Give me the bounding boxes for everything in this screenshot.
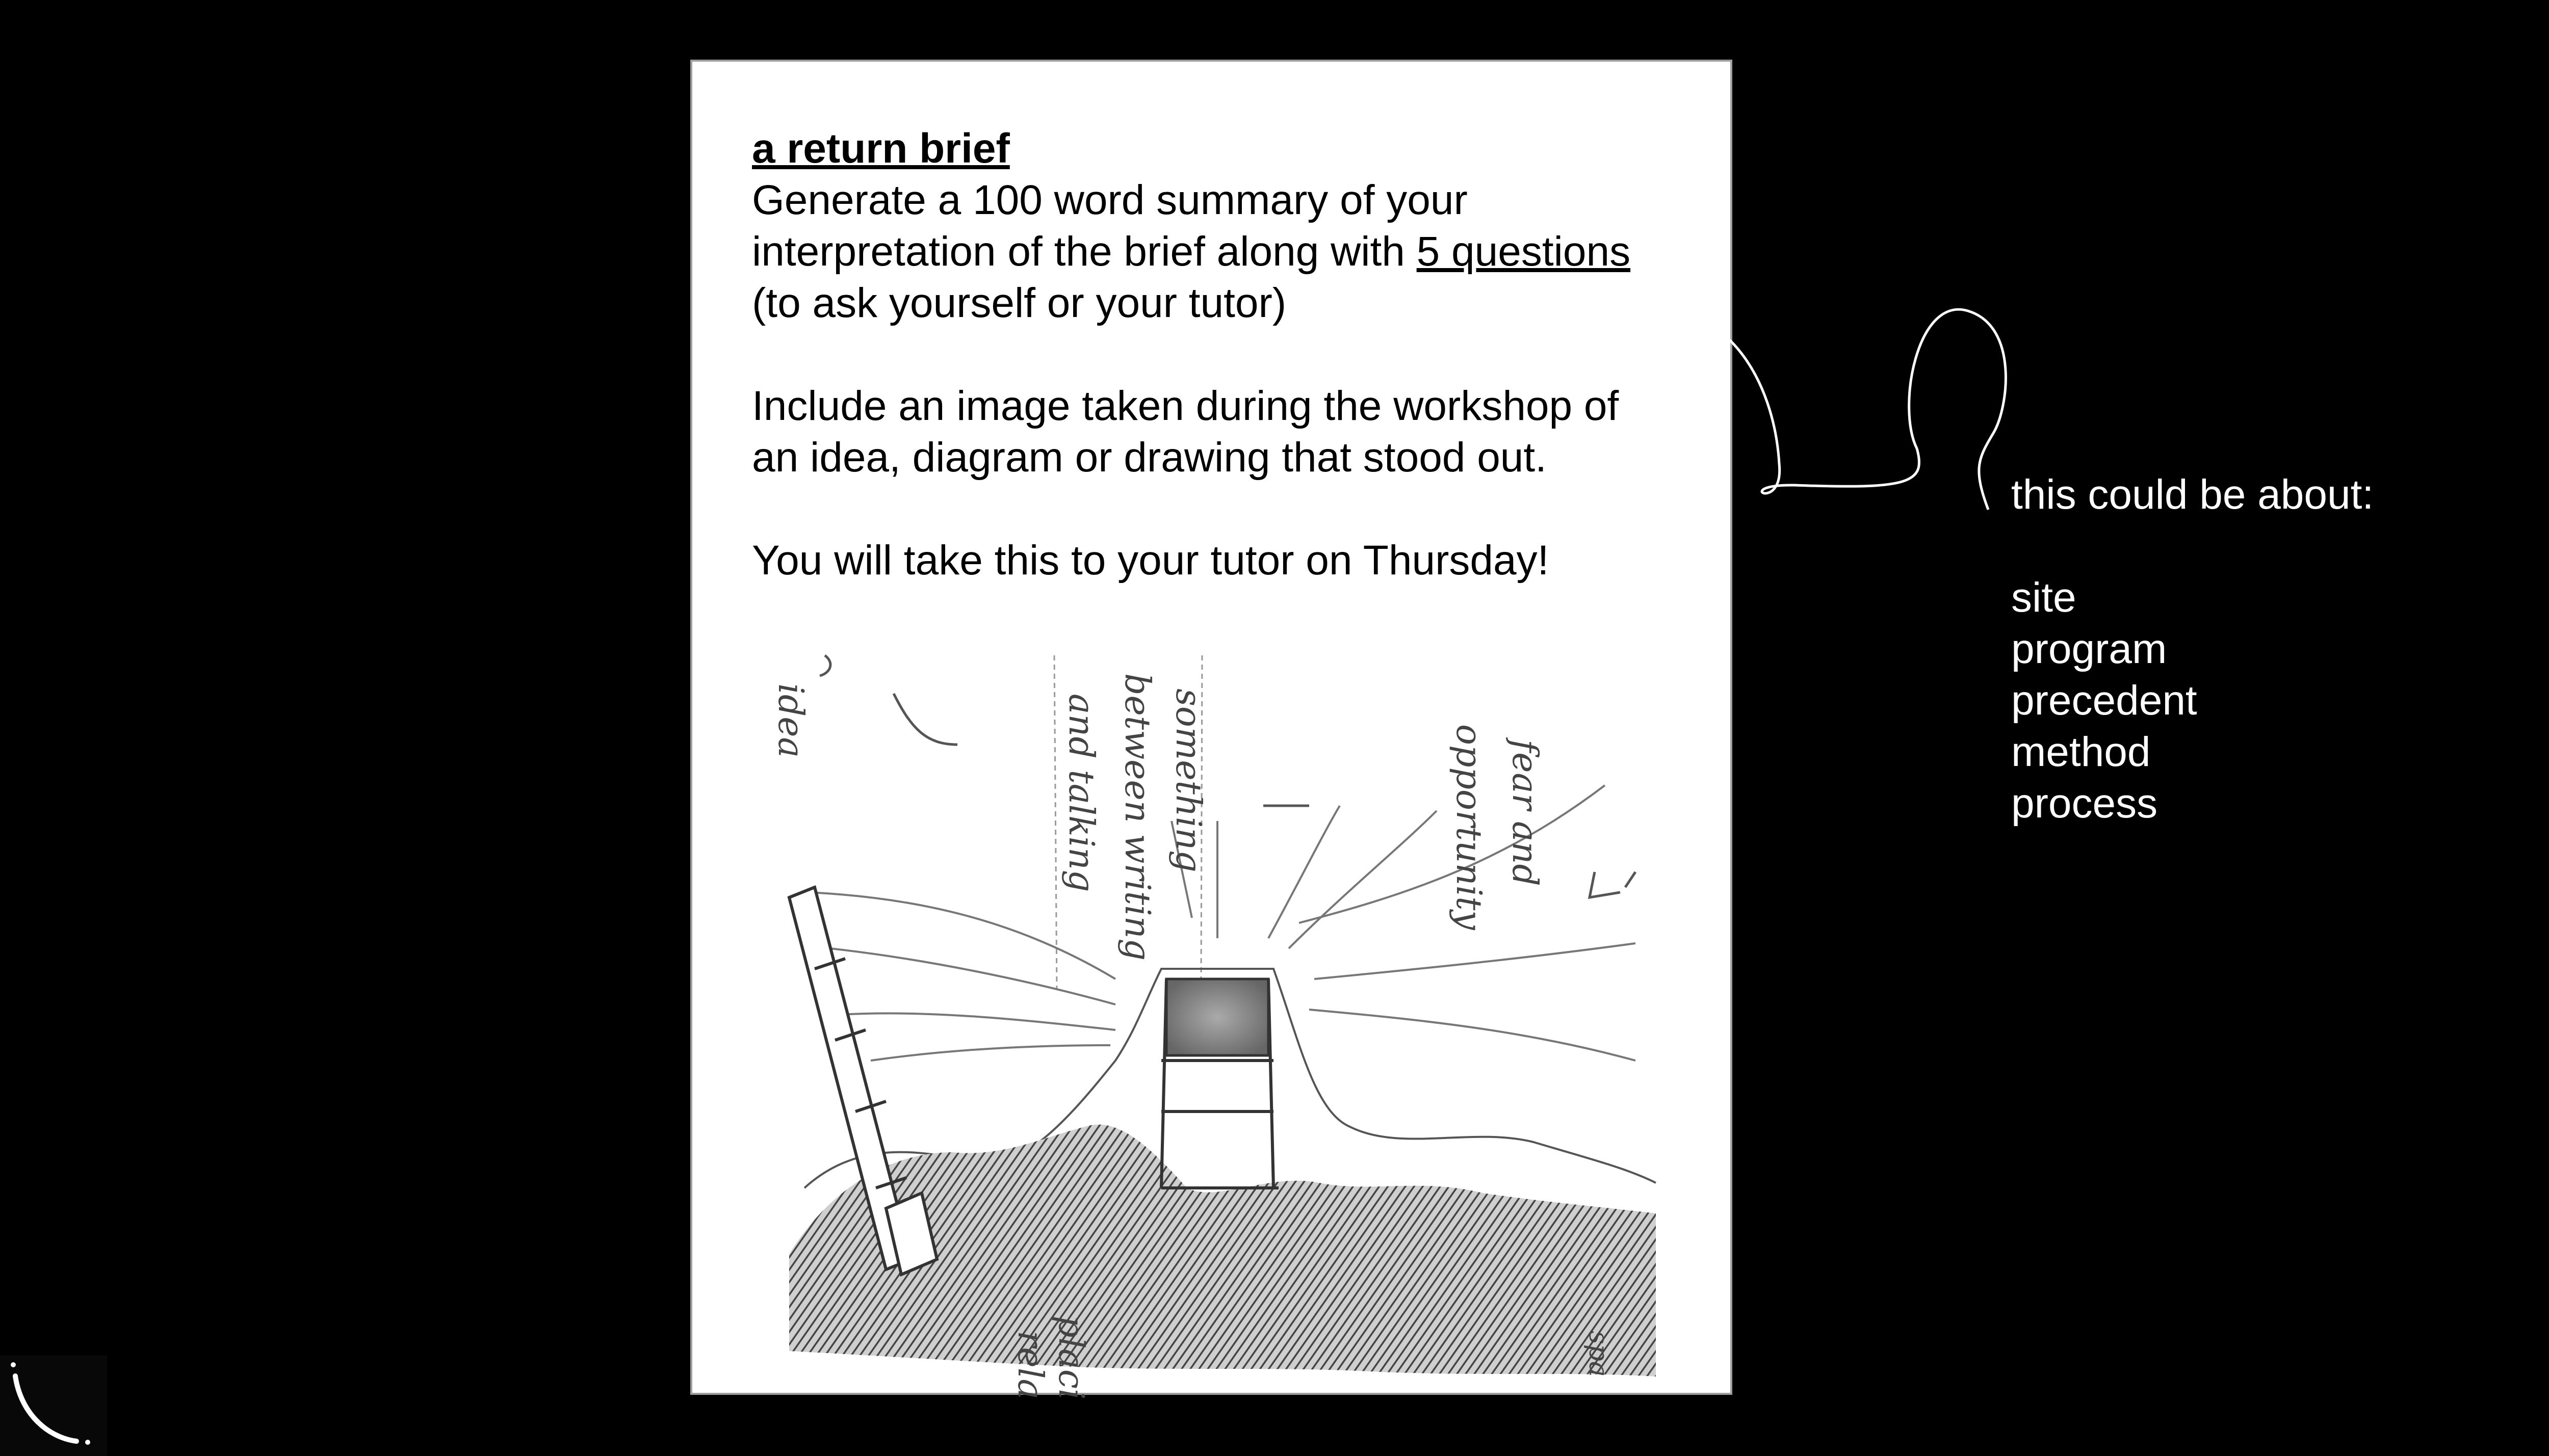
- brief-line-6: You will take this to your tutor on Thursday!: [752, 537, 1549, 584]
- brief-line-1: Generate a 100 word summary of your: [752, 177, 1468, 223]
- handwriting-idea: idea: [770, 683, 811, 758]
- note-item-precedent: precedent: [2011, 677, 2197, 724]
- handwriting-placi: placi: [1051, 1315, 1091, 1400]
- brief-line-2: [752, 226, 1710, 277]
- brief-line-4: Include an image taken during the workshop of: [752, 383, 1619, 429]
- five-questions-link: 5 questions: [1416, 228, 1631, 275]
- handwriting-and-talking: and talking: [1061, 694, 1101, 892]
- loading-spinner-icon[interactable]: [0, 1356, 107, 1456]
- hand-drawn-sketch-image: [759, 653, 1666, 1402]
- note-item-program: program: [2011, 626, 2167, 672]
- brief-title: a return brief: [752, 125, 1010, 172]
- arrow-squiggle-icon: [1652, 296, 2019, 530]
- handwriting-opportunity: opportunity: [1448, 724, 1489, 930]
- brief-document: [690, 60, 1732, 1400]
- note-item-method: method: [2011, 729, 2151, 775]
- glowing-screen: [1166, 979, 1268, 1055]
- handwriting-fear-and: fear and: [1504, 739, 1545, 886]
- handwriting-spa: spa: [1583, 1331, 1614, 1377]
- handwriting-between-writing: between writing: [1117, 673, 1157, 961]
- brief-line-3: (to ask yourself or your tutor): [752, 280, 1287, 326]
- brief-line-5: an idea, diagram or drawing that stood out.: [752, 434, 1547, 481]
- handwriting-something: something: [1168, 689, 1208, 872]
- note-item-process: process: [2011, 780, 2158, 827]
- brief-text: [752, 123, 1710, 586]
- note-heading: this could be about:: [2011, 471, 2374, 518]
- handwriting-rela: rela: [1010, 1331, 1050, 1400]
- note-list: [2011, 469, 2374, 829]
- brief-line-2-text: interpretation of the brief along with: [752, 228, 1417, 275]
- note-item-site: site: [2011, 574, 2076, 621]
